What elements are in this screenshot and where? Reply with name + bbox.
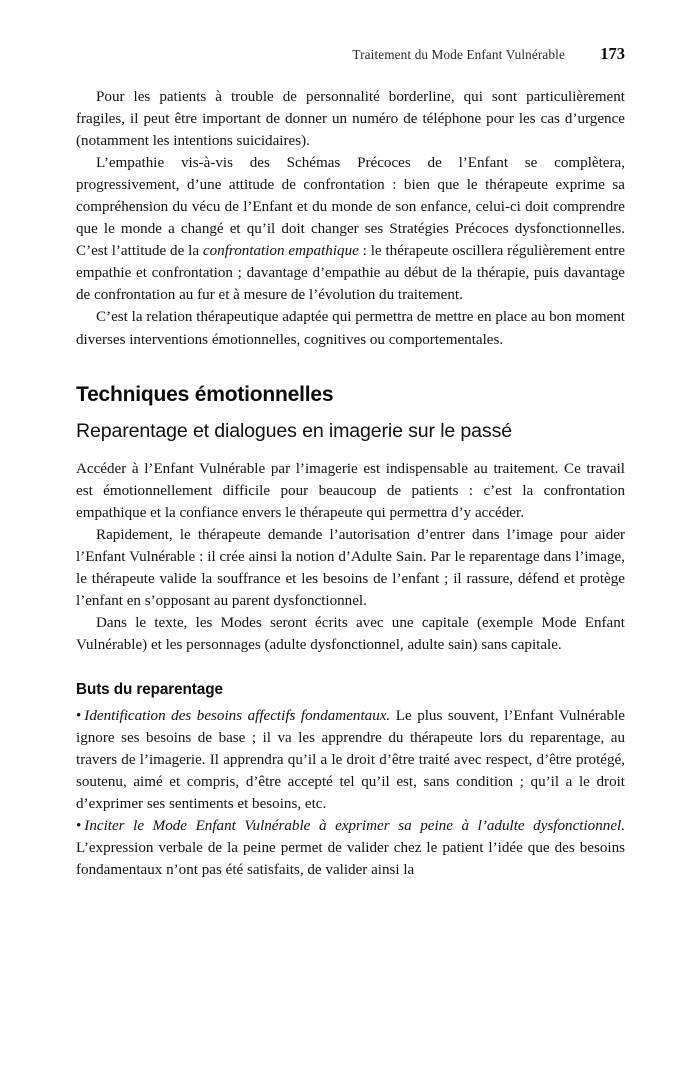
paragraph-acceder-enfant-vulnerable: Accéder à l’Enfant Vulnérable par l’imagerie est indispensable au traitement. Ce travail est émotionnellement difficile pour beaucoup de patients : c’est la confrontation empathique et la confiance envers le thérapeute qui permettra d’y accéder. (76, 460, 625, 521)
bullet-inciter-mode-enfant-text: L’expression verbale de la peine permet de valider chez le patient l’idée que des besoins fondamentaux n’ont pas été satisfaits, de valider ainsi la (76, 840, 625, 879)
emphasis-confrontation-empathique: confrontation empathique (202, 243, 359, 260)
paragraph-empathic-confrontation-part2: : le thérapeute oscillera régulièrement entre empathie et confrontation ; davantage d’empathie au début de la thérapie, puis davantage de confrontation au fur et à mesure de l’évolution du traitement. (76, 243, 626, 304)
paragraph-autorisation-entrer-image: Rapidement, le thérapeute demande l’autorisation d’entrer dans l’image pour aider l’Enfant Vulnérable : il crée ainsi la notion d’Adulte Sain. Par le reparentage dans l’image, le thérapeute valide la souffrance et les besoins de l’enfant ; il rassure, défend et protège l’enfant en s’opposant au parent dysfonctionnel. (76, 526, 625, 609)
bullet-inciter-mode-enfant (76, 815, 625, 881)
paragraph-empathic-confrontation (76, 152, 625, 306)
paragraph-borderline-emergency: Pour les patients à trouble de personnalité borderline, qui sont particulièrement fragiles, il peut être important de donner un numéro de téléphone pour les cas d’urgence (notamment les intentions suicidaires). (76, 89, 625, 150)
bullet-identification-besoins-lead: Identification des besoins affectifs fondamentaux. (84, 707, 391, 724)
page-number: 173 (600, 44, 625, 63)
running-head (76, 44, 625, 66)
bullet-inciter-mode-enfant-lead: Inciter le Mode Enfant Vulnérable à exprimer sa peine à l’adulte dysfonctionnel. (84, 818, 625, 835)
bullet-point-icon: • (76, 707, 82, 724)
running-head-title: Traitement du Mode Enfant Vulnérable (352, 47, 565, 62)
minor-heading-buts-du-reparentage: Buts du reparentage (76, 680, 223, 698)
bullet-identification-besoins (76, 705, 625, 815)
paragraph-modes-capitale: Dans le texte, les Modes seront écrits avec une capitale (exemple Mode Enfant Vulnérable) et les personnages (adulte dysfonctionnel, adulte sain) sans capitale. (76, 614, 625, 653)
bullet-identification-besoins-text: Le plus souvent, l’Enfant Vulnérable ignore ses besoins de base ; il va les apprendre du thérapeute lors du reparentage, au travers de l’imagerie. Il apprendra qu’il a le droit d’être traité avec respect, d’être protégé, soutenu, aimé et compris, d’être accepté tel qu’il est, sans condition ; qu’il a le droit d’exprimer ses sentiments et besoins, etc. (76, 707, 625, 813)
bullet-point-icon: • (76, 818, 82, 835)
subsection-heading-reparentage: Reparentage et dialogues en imagerie sur le passé (76, 419, 512, 442)
text-column (76, 86, 625, 881)
paragraph-empathic-confrontation-part1: L’empathie vis-à-vis des Schémas Précoces de l’Enfant se complètera, progressivement, d’une attitude de confrontation : bien que le thérapeute exprime sa compréhension du vécu de l’Enfant et du monde de son enfance, celui-ci doit comprendre que le monde a changé et qu’il doit changer ses Stratégies Précoces dysfonctionnelles. C’est l’attitude de la (76, 155, 625, 260)
section-heading-techniques-emotionnelles: Techniques émotionnelles (76, 382, 334, 406)
paragraph-therapeutic-relation: C’est la relation thérapeutique adaptée qui permettra de mettre en place au bon moment diverses interventions émotionnelles, cognitives ou comportementales. (76, 309, 625, 348)
